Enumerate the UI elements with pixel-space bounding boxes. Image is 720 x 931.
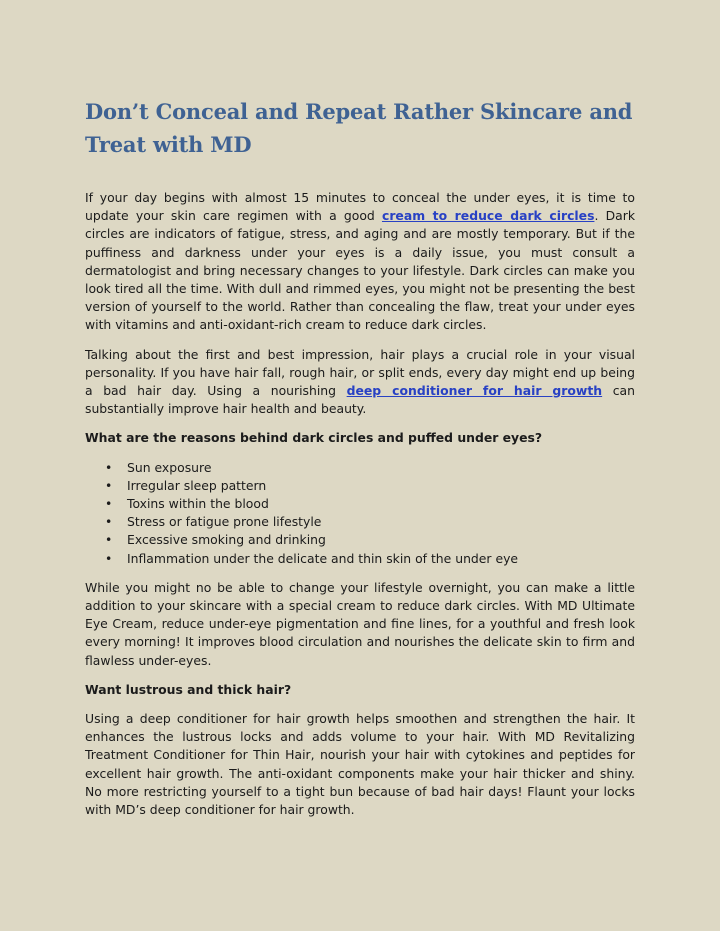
hair-heading: Want lustrous and thick hair? [85,681,292,697]
list-item-text: Excessive smoking and drinking [127,532,326,548]
list-item-text: Toxins within the blood [127,496,269,512]
eye-cream-paragraph: While you might no be able to change your lifestyle overnight, you can make a little addition to your skincare with a special cream to reduce dark circles. With MD Ultimate Eye Cream, reduce under-eye pigmentation and fine lines, for a youthful and fresh look every morning! It improves blood circulation and nourishes the delicate skin to firm and flawless under-eyes. [85,579,635,668]
list-item [105,531,635,549]
intro-paragraph [85,189,635,335]
intro-text-start: If your day begins with almost 15 minutes to conceal the under eyes, it is time to update your skin care regimen with a good [85,190,635,224]
list-item [105,459,635,477]
conditioner-link[interactable]: deep conditioner for hair growth [346,383,603,399]
list-item [105,495,635,513]
reasons-list [85,459,635,568]
article-title: Don’t Conceal and Repeat Rather Skincare and Treat with MD [85,99,633,157]
list-item-text: Inflammation under the delicate and thin skin of the under eye [127,550,519,566]
bullet-icon: • [105,477,113,493]
hair-text-start: Talking about the first and best impression, hair plays a crucial role in your visual personality. If you have hair fall, rough hair, or split ends, every day might end up being a bad hair day. Using a nourishing [85,346,635,399]
bullet-icon: • [105,532,113,548]
conditioner-paragraph: Using a deep conditioner for hair growth helps smoothen and strengthen the hair. It enhances the lustrous locks and adds volume to your hair. With MD Revitalizing Treatment Conditioner for Thin Hair, nourish your hair with cytokines and peptides for excellent hair growth. The anti-oxidant components make your hair thicker and shiny. No more restricting yourself to a tight bun because of bad hair days! Flaunt your locks with MD’s deep conditioner for hair growth. [85,711,635,818]
intro-text-end: . Dark circles are indicators of fatigue, stress, and aging and are mostly temporary. But if the puffiness and darkness under your eyes is a daily issue, you must consult a dermatologist and bring necessary changes to your lifestyle. Dark circles can make you look tired all the time. With dull and rimmed eyes, you might not be presenting the best version of yourself to the world. Rather than concealing the flaw, treat your under eyes with vitamins and anti-oxidant-rich cream to reduce dark circles. [85,208,635,333]
list-item [105,550,635,568]
bullet-icon: • [105,514,113,530]
hair-paragraph [85,346,635,419]
bullet-icon: • [105,550,113,566]
hair-text-end: can substantially improve hair health and beauty. [85,383,635,417]
reasons-heading: What are the reasons behind dark circles and puffed under eyes? [85,430,543,446]
list-item-text: Irregular sleep pattern [127,477,267,493]
list-item [105,513,635,531]
cream-link[interactable]: cream to reduce dark circles [381,208,595,224]
list-item-text: Sun exposure [127,459,212,475]
list-item [105,477,635,495]
bullet-icon: • [105,459,113,475]
list-item-text: Stress or fatigue prone lifestyle [127,514,322,530]
bullet-icon: • [105,496,113,512]
